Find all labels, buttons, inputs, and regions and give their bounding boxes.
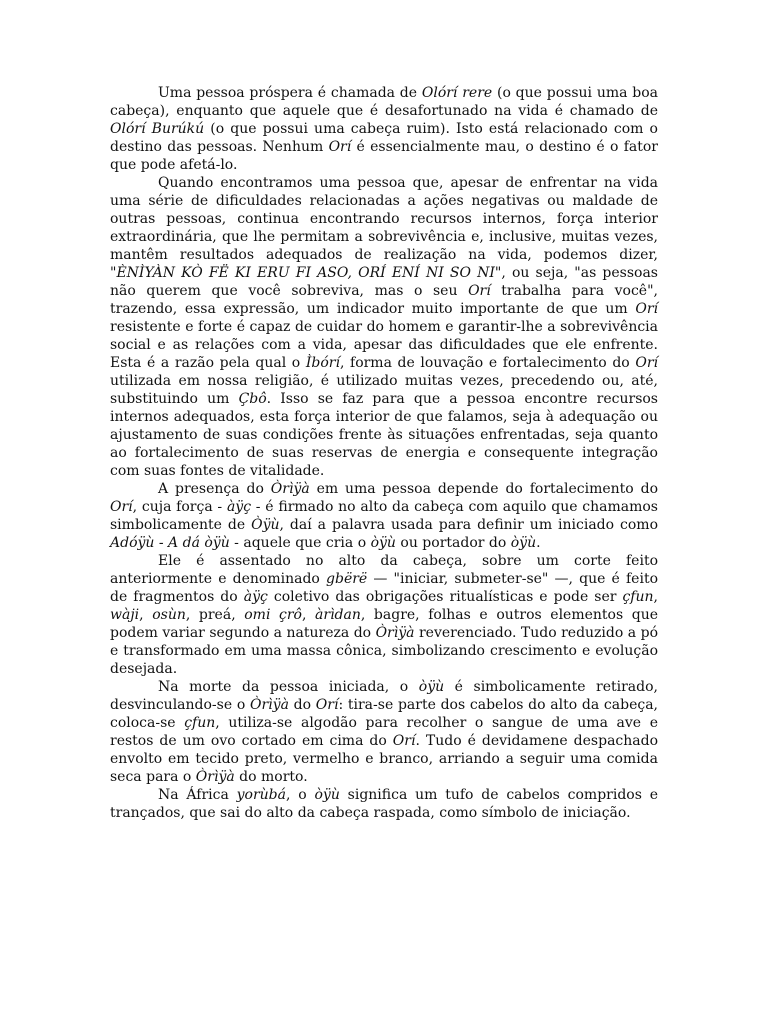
italic-term: Adóÿù - A dá òÿù	[110, 535, 230, 551]
text-run: . Tudo é devidamene despachado envolto em tecido preto, vermelho e branco, arriando a seguir uma comida seca para o	[110, 733, 659, 785]
italic-term: Òrìÿà	[375, 625, 415, 641]
italic-term: omi çrô	[244, 607, 302, 623]
text-run: Quando encontramos uma pessoa que, apesar de enfrentar na vida uma série de dificuldades relacionadas a ações negativas ou maldade de outras pessoas, continua encontrando recursos internos, força interior extraordinária, que lhe permitam a sobrevivência e, inclusive, muitas vezes, mantêm resultados adequados de realização na vida, podemos dizer, "	[110, 175, 658, 281]
text-run: é essencialmente mau, o destino é o fator que pode afetá-lo.	[110, 139, 658, 173]
text-run: ou portador do	[395, 535, 511, 551]
italic-term: òÿù	[370, 535, 396, 551]
paragraph-assentamento	[110, 552, 658, 678]
text-run: : tira-se parte dos cabelos do alto da cabeça, coloca-se	[110, 697, 659, 731]
paragraph-destino	[110, 84, 658, 174]
text-run: coletivo das obrigações ritualísticas e pode ser	[267, 589, 623, 605]
italic-term: Orí	[392, 733, 416, 749]
italic-term: Olórí Burúkú	[110, 121, 205, 137]
italic-term: òÿù	[314, 787, 340, 803]
text-run: , preá,	[185, 607, 245, 623]
text-run: Uma pessoa próspera é chamada de	[158, 85, 422, 101]
italic-term: wàji	[110, 607, 140, 623]
text-run: - aquele que cria o	[229, 535, 371, 551]
italic-term: Çbô	[238, 391, 267, 407]
italic-term: ÈNÌYÀN KÒ FË KI ERU FI ASO, ORÍ ENÍ NI SO NI	[116, 265, 495, 281]
italic-term: Òrìÿà	[195, 769, 235, 785]
text-run: (o que possui uma boa cabeça), enquanto que aquele que é desafortunado na vida é chamado de	[110, 85, 658, 119]
italic-term: Òÿù	[251, 517, 280, 533]
text-run: ,	[139, 607, 153, 623]
text-run: Ele é assentado no alto da cabeça, sobre um corte feito anteriormente e denominado	[110, 553, 658, 587]
italic-term: Orí	[635, 355, 659, 371]
text-run: , forma de louvação e fortalecimento do	[339, 355, 636, 371]
text-run: ,	[653, 589, 658, 605]
italic-term: çfun	[622, 589, 654, 605]
text-run: , utiliza-se algodão para recolher o sangue de uma ave e restos de um ovo cortado em cima do	[110, 715, 659, 749]
text-run: ,	[301, 607, 316, 623]
italic-term: àÿç	[226, 499, 252, 515]
italic-term: Orí	[468, 283, 491, 299]
text-run: do	[288, 697, 316, 713]
italic-term: Orí	[328, 139, 352, 155]
text-run: trabalha para você", trazendo, essa expressão, um indicador muito importante de que um	[110, 283, 658, 317]
text-run: significa um tufo de cabelos compridos e trançados, que sai do alto da cabeça raspada, como símbolo de iniciação.	[110, 787, 658, 821]
text-run: utilizada em nossa religião, é utilizado muitas vezes, precedendo ou, até, substituindo um	[110, 373, 658, 407]
italic-term: Orí	[635, 301, 658, 317]
italic-term: Orí	[315, 697, 339, 713]
text-run: ", ou seja, "as pessoas não querem que você sobreviva, mas o seu	[110, 265, 658, 299]
text-run: — "iniciar, submeter-se" —, que é feito de fragmentos do	[110, 571, 659, 605]
italic-term: gbërë	[326, 571, 368, 587]
text-run: , cuja força -	[132, 499, 227, 515]
text-run: , o	[285, 787, 315, 803]
italic-term: Òrìÿà	[250, 697, 289, 713]
italic-term: Orí	[110, 499, 133, 515]
text-run: A presença do	[158, 481, 271, 497]
italic-term: Òrìÿà	[270, 481, 310, 497]
text-run: - é firmado no alto da cabeça com aquilo que chamamos simbolicamente de	[110, 499, 658, 533]
document-page	[110, 84, 658, 822]
text-run: (o que possui uma cabeça ruim). Isto está relacionado com o destino das pessoas. Nenhum	[110, 121, 658, 155]
italic-term: Olórí rere	[421, 85, 493, 101]
italic-term: àrìdan	[315, 607, 361, 623]
italic-term: yorùbá	[236, 787, 286, 803]
text-run: , daí a palavra usada para definir um iniciado como	[279, 517, 658, 533]
text-run: é simbolicamente retirado, desvinculando-se o	[110, 679, 658, 713]
text-run: Na África	[158, 787, 237, 803]
italic-term: osùn	[152, 607, 186, 623]
text-run: do morto.	[234, 769, 308, 785]
paragraph-africa-yoruba	[110, 786, 658, 822]
text-run: em uma pessoa depende do fortalecimento do	[309, 481, 658, 497]
text-run: resistente e forte é capaz de cuidar do homem e garantir-lhe a sobrevivência social e as relações com a vida, apesar das dificuldades que ele enfrente. Esta é a razão pela qual o	[110, 319, 658, 371]
italic-term: òÿù	[510, 535, 537, 551]
text-run: Na morte da pessoa iniciada, o	[158, 679, 419, 695]
text-run: .	[536, 535, 541, 551]
italic-term: àÿç	[243, 589, 268, 605]
text-run: , bagre, folhas e outros elementos que podem variar segundo a natureza do	[110, 607, 659, 641]
italic-term: Ìbórí	[305, 355, 340, 371]
italic-term: òÿù	[418, 679, 445, 695]
text-run: . Isso se faz para que a pessoa encontre recursos internos adequados, esta força interior de que falamos, seja à adequação ou ajustamento de suas condições frente às situações enfrentadas, seja quanto ao fortalecimento de suas reservas de energia e consequente integração com suas fontes de vitalidade.	[110, 391, 658, 479]
paragraph-presenca-oriya	[110, 480, 658, 552]
paragraph-ibori	[110, 174, 658, 480]
italic-term: çfun	[184, 715, 216, 731]
paragraph-morte-iniciado	[110, 678, 658, 786]
text-run: reverenciado. Tudo reduzido a pó e transformado em uma massa cônica, simbolizando crescimento e evolução desejada.	[110, 625, 658, 677]
